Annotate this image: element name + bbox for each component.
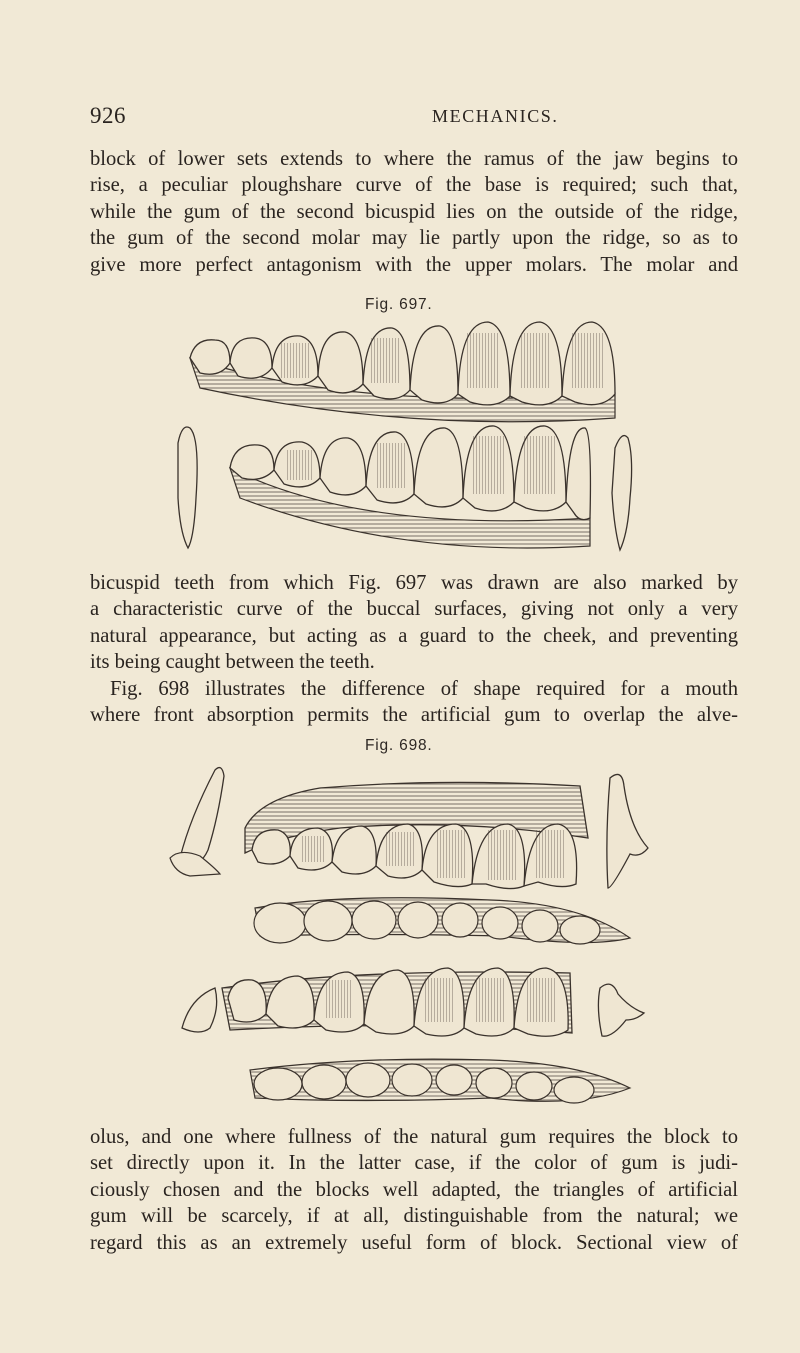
- lower-tooth-block: [178, 426, 632, 550]
- figure-697-caption: Fig. 697.: [365, 296, 433, 313]
- text-line: Fig. 698 illustrates the difference of shape required for a mouth: [110, 678, 738, 700]
- text-line: its being caught between the teeth.: [90, 651, 375, 674]
- text-line: set directly upon it. In the latter case, if the color of gum is judi-: [90, 1152, 738, 1175]
- page-header: [90, 103, 740, 133]
- text-line: regard this as an extremely useful form of block. Sectional view of: [90, 1231, 738, 1254]
- text-line: olus, and one where fullness of the natural gum requires the block to: [90, 1126, 738, 1148]
- block-row-3: [182, 968, 644, 1036]
- figure-697-illustration: [160, 318, 650, 558]
- text-line: rise, a peculiar ploughshare curve of the base is required; such that,: [90, 174, 738, 197]
- upper-tooth-block: [190, 322, 615, 422]
- figure-697: [160, 318, 650, 558]
- paragraph-1: [90, 146, 738, 278]
- text-line: give more perfect antagonism with the upper molars. The molar and: [90, 253, 738, 276]
- text-line: gum will be scarcely, if at all, distinguishable from the natural; we: [90, 1205, 738, 1228]
- figure-698-caption: Fig. 698.: [365, 737, 433, 754]
- text-line: a characteristic curve of the buccal surfaces, giving not only a very: [90, 598, 738, 621]
- text-line: while the gum of the second bicuspid lies on the outside of the ridge,: [90, 200, 738, 223]
- running-head: MECHANICS.: [432, 106, 559, 126]
- text-line: where front absorption permits the artificial gum to overlap the alve-: [90, 704, 738, 727]
- text-line: block of lower sets extends to where the ramus of the jaw begins to: [90, 148, 738, 170]
- block-row-1: [170, 768, 648, 889]
- paragraph-2: [90, 570, 738, 676]
- figure-698: [160, 758, 660, 1118]
- paragraph-4: [90, 1124, 738, 1256]
- block-row-4: [250, 1059, 630, 1103]
- text-line: bicuspid teeth from which Fig. 697 was drawn are also marked by: [90, 572, 738, 594]
- text-line: the gum of the second molar may lie partly upon the ridge, so as to: [90, 227, 738, 250]
- figure-698-illustration: [160, 758, 660, 1118]
- block-row-2: [254, 898, 630, 944]
- paragraph-3: [90, 676, 738, 729]
- text-line: natural appearance, but acting as a guard to the cheek, and preventing: [90, 624, 738, 647]
- page-number: 926: [90, 103, 126, 128]
- text-line: ciously chosen and the blocks well adapted, the triangles of artificial: [90, 1178, 738, 1201]
